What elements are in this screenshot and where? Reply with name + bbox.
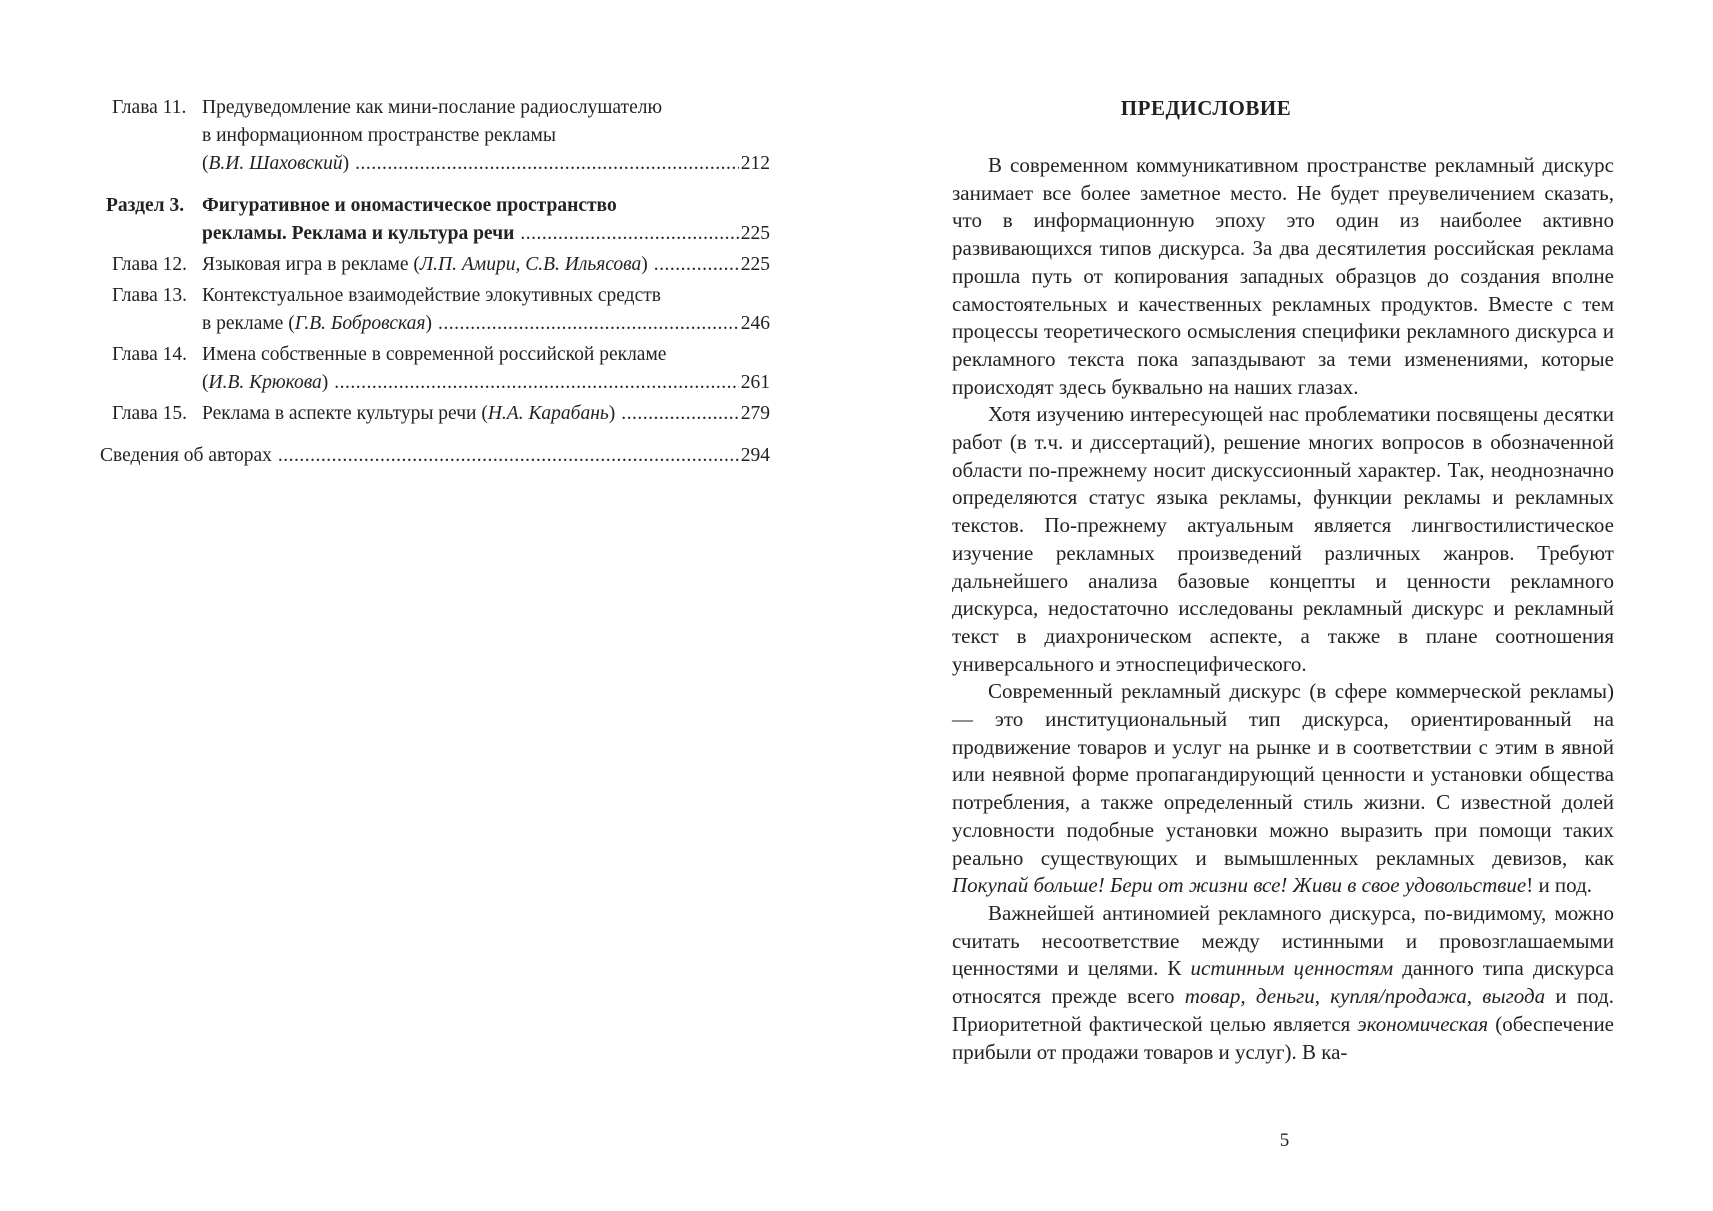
dot-leader bbox=[654, 251, 739, 279]
toc-entry-author: (В.И. Шаховский) bbox=[202, 153, 350, 174]
toc-entry-author: в рекламе (Г.В. Бобровская) bbox=[202, 313, 432, 334]
toc-entry-title: Фигуративное и ономастическое пространство bbox=[202, 195, 617, 216]
dot-leader bbox=[278, 442, 739, 470]
toc-section-label: Раздел 3. bbox=[106, 195, 185, 216]
toc-entry-chapter-12[interactable] bbox=[106, 251, 770, 279]
dot-leader bbox=[621, 400, 738, 428]
toc-page-number: 279 bbox=[740, 403, 770, 424]
toc-chapter-label: Глава 14. bbox=[112, 344, 188, 365]
toc-page-number: 261 bbox=[740, 372, 770, 393]
toc-page-number: 225 bbox=[740, 223, 770, 244]
dot-leader bbox=[334, 369, 738, 397]
toc-entry-authors[interactable] bbox=[100, 442, 770, 470]
preface-body bbox=[952, 152, 1614, 1066]
dot-leader bbox=[355, 150, 739, 178]
toc-entry-chapter-11[interactable] bbox=[106, 94, 770, 178]
dot-leader bbox=[438, 310, 739, 338]
table-of-contents bbox=[100, 94, 770, 470]
toc-entry-section-3[interactable] bbox=[106, 192, 770, 248]
toc-chapter-label: Глава 13. bbox=[112, 285, 188, 306]
paragraph: Хотя изучению интересующей нас проблематики посвящены десятки работ (в т.ч. и диссертаций), решение многих вопросов в обозначенной области по-прежнему носит дискуссионный характер. Так, неоднозначно определяются статус языка рекламы, функции рекламы и рекламных текстов. По-прежнему актуальным является лингвостилистическое изучение рекламных произведений различных жанров. Требуют дальнейшего анализа базовые концепты и ценности рекламного дискурса, недостаточно исследованы рекламный дискурс и рекламный текст в диахроническом аспекте, а также в плане соотношения универсального и этноспецифического. bbox=[952, 402, 1614, 676]
toc-entry-chapter-14[interactable] bbox=[106, 341, 770, 397]
toc-entry-title: Предуведомление как мини-послание радиослушателю bbox=[202, 97, 663, 118]
toc-entry-title: Контекстуальное взаимодействие элокутивных средств bbox=[202, 285, 661, 306]
toc-entry-title: в информационном пространстве рекламы bbox=[202, 125, 556, 146]
toc-entry-title: Имена собственные в современной российской рекламе bbox=[202, 344, 667, 365]
toc-entry-title: рекламы. Реклама и культура речи bbox=[202, 223, 515, 244]
toc-entry-chapter-15[interactable] bbox=[106, 400, 770, 428]
page-title: ПРЕДИСЛОВИЕ bbox=[1120, 96, 1292, 120]
toc-page-number: 225 bbox=[740, 254, 770, 275]
page-number: 5 bbox=[1279, 1130, 1290, 1151]
toc-chapter-label: Глава 12. bbox=[112, 254, 188, 275]
toc-entry-title: Сведения об авторах bbox=[100, 445, 272, 466]
paragraph: В современном коммуникативном пространстве рекламный дискурс занимает все более заметное место. Не будет преувеличением сказать, что в информационную эпоху это один из наиболее активно развивающихся типов дискурса. За два десятилетия российская реклама прошла путь от копирования западных образцов до создания вполне самостоятельных и качественных рекламных продуктов. Вместе с тем процессы теоретического осмысления специфики рекламного дискурса и рекламного текста пока запаздывают за теми изменениями, которые происходят здесь буквально на наших глазах. bbox=[952, 153, 1614, 399]
toc-page-number: 246 bbox=[740, 313, 770, 334]
toc-page-number: 294 bbox=[740, 445, 770, 466]
dot-leader bbox=[520, 220, 738, 248]
toc-entry-title: Языковая игра в рекламе (Л.П. Амири, С.В. Ильясова) bbox=[202, 254, 648, 275]
paragraph: Современный рекламный дискурс (в сфере коммерческой рекламы) — это институциональный тип дискурса, ориентированный на продвижение товаров и услуг на рынке и в соответствии с этим в явной или неявной форме пропагандирующий ценности и установки общества потребления, а также определенный стиль жизни. С известной долей условности подобные установки можно выразить при помощи таких реально существующих и вымышленных рекламных девизов, как Покупай больше! Бери от жизни все! Живи в свое удовольствие! и под. bbox=[952, 679, 1614, 898]
toc-page-number: 212 bbox=[740, 153, 770, 174]
paragraph: Важнейшей антиномией рекламного дискурса, по-видимому, можно считать несоответствие между истинными и провозглашаемыми ценностями и целями. К истинным ценностям данного типа дискурса относятся прежде всего товар, деньги, купля/продажа, выгода и под. Приоритетной фактической целью является экономическая (обеспечение прибыли от продажи товаров и услуг). В ка- bbox=[952, 900, 1615, 1064]
right-page bbox=[856, 0, 1713, 1211]
toc-chapter-label: Глава 15. bbox=[112, 403, 188, 424]
left-page bbox=[0, 0, 856, 1211]
toc-entry-chapter-13[interactable] bbox=[106, 282, 770, 338]
toc-chapter-label: Глава 11. bbox=[112, 97, 187, 118]
toc-entry-author: (И.В. Крюкова) bbox=[202, 372, 329, 393]
toc-entry-title: Реклама в аспекте культуры речи (Н.А. Карабань) bbox=[202, 403, 616, 424]
